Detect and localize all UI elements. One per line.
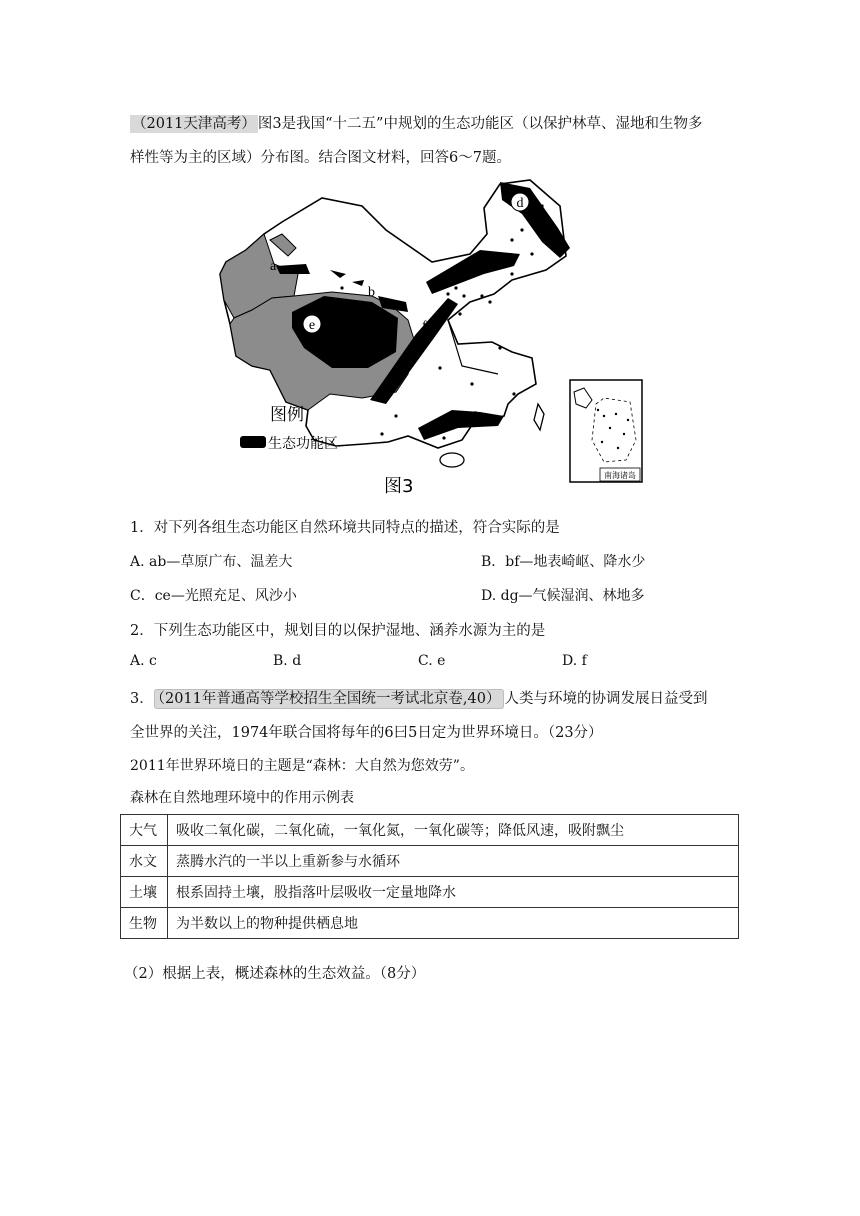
table-cell-value: 吸收二氧化碳，二氧化硫，一氧化氮，一氧化碳等；降低风速，吸附飘尘 xyxy=(168,815,739,846)
intro-line-1 xyxy=(130,112,702,133)
intro-text-1: 图3是我国“十二五”中规划的生态功能区（以保护林草、湿地和生物多 xyxy=(257,116,703,132)
table-row xyxy=(121,877,739,908)
hainan-island xyxy=(440,453,464,467)
q3-line-1 xyxy=(130,687,707,708)
zone-label-f: f xyxy=(422,319,427,334)
q3-source: （2011年普通高等学校招生全国统一考试北京卷,40） xyxy=(154,689,505,709)
table-row xyxy=(121,908,739,939)
table-cell-key: 生物 xyxy=(121,908,168,939)
table-title: 森林在自然地理环境中的作用示例表 xyxy=(130,790,354,806)
taiwan-island xyxy=(534,404,544,430)
intro-source: （2011天津高考） xyxy=(132,116,256,132)
legend-swatch xyxy=(240,436,266,448)
zone-label-a: a xyxy=(270,259,277,274)
table-row xyxy=(121,815,739,846)
legend-title: 图例 xyxy=(270,405,304,425)
inset-label: 南海诸岛 xyxy=(604,471,636,480)
forest-role-table xyxy=(120,814,739,939)
q3-text-1: 人类与环境的协调发展日益受到 xyxy=(504,691,708,707)
table-cell-value: 根系固持土壤，股指落叶层吸收一定量地降水 xyxy=(168,877,739,908)
table-cell-value: 蒸腾水汽的一半以上重新参与水循环 xyxy=(168,846,739,877)
table-cell-value: 为半数以上的物种提供栖息地 xyxy=(168,908,739,939)
q1-option-a: A. ab—草原广布、温差大 xyxy=(130,554,293,570)
q1-stem: 1．对下列各组生态功能区自然环境共同特点的描述，符合实际的是 xyxy=(130,520,560,536)
zone-label-c: c xyxy=(468,259,475,274)
legend-item: 生态功能区 xyxy=(268,436,338,452)
intro-line-2: 样性等为主的区域）分布图。结合图文材料，回答6～7题。 xyxy=(130,150,511,166)
figure-caption: 图3 xyxy=(384,476,414,497)
table-cell-key: 土壤 xyxy=(121,877,168,908)
inset-frame xyxy=(570,380,642,482)
q1-option-c: C．ce—光照充足、风沙小 xyxy=(130,588,297,604)
zone-label-d: d xyxy=(516,196,524,211)
table-cell-key: 水文 xyxy=(121,846,168,877)
table-row xyxy=(121,846,739,877)
q1-option-d: D. dg—气候湿润、林地多 xyxy=(481,588,645,604)
zone-label-e: e xyxy=(308,318,316,333)
table-cell-key: 大气 xyxy=(121,815,168,846)
q2-option-d: D. f xyxy=(562,653,587,669)
q2-option-a: A. c xyxy=(130,653,157,669)
q3-line-3: 2011年世界环境日的主题是“森林：大自然为您效劳”。 xyxy=(130,758,474,774)
q2-option-b: B. d xyxy=(273,653,302,669)
q3-sub-question-2: （2）根据上表，概述森林的生态效益。（8分） xyxy=(124,966,426,982)
q3-line-2: 全世界的关注，1974年联合国将每年的6曰5日定为世界环境日。（23分） xyxy=(130,725,603,741)
zone-label-b: b xyxy=(368,285,375,300)
zone-label-g: g xyxy=(470,407,477,422)
q3-number: 3． xyxy=(130,691,154,707)
q1-option-b: B．bf—地表崎岖、降水少 xyxy=(481,554,646,570)
q2-stem: 2．下列生态功能区中，规划目的以保护湿地、涵养水源为主的是 xyxy=(130,623,546,639)
q2-option-c: C. e xyxy=(418,653,446,669)
ecological-zone-map xyxy=(212,178,652,497)
